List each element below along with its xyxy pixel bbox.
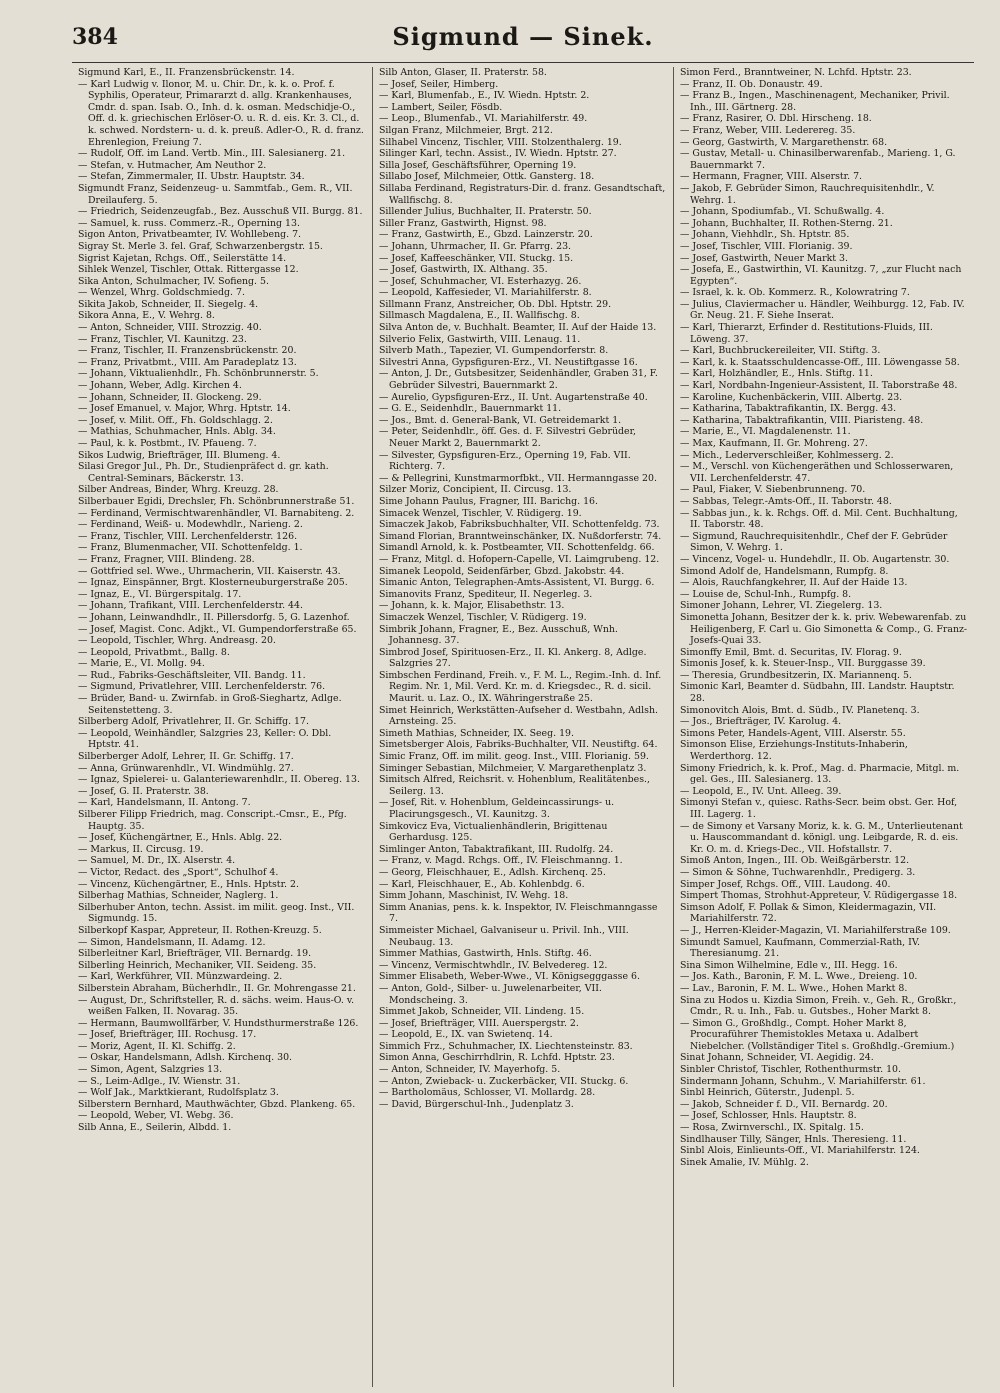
directory-entry: Simet Heinrich, Werkstätten-Aufseher d. Westbahn, Adlsh. Arnsteing. 25. bbox=[379, 704, 658, 728]
directory-entry: Simitsch Alfred, Reichsrit. v. Hohenblum, Realitätenbes., Seilerg. 13. bbox=[379, 774, 650, 797]
directory-entry: — Franz, Fragner, VIII. Blindeng. 28. bbox=[78, 553, 255, 565]
directory-entry: Sindlhauser Tilly, Sänger, Hnls. Theresieng. 11. bbox=[680, 1133, 907, 1145]
directory-entry: — Sigmund, Rauchrequisitenhdlr., Chef der F. Gebrüder Simon, V. Wehrg. 1. bbox=[680, 530, 948, 554]
directory-entry: — Anton, J. Dr., Gutsbesitzer, Seidenhändler, Graben 31, F. Gebrüder Silvestri, Bauernmarkt 2. bbox=[379, 368, 658, 392]
directory-entry: — Marie, E., VI. Mollg. 94. bbox=[78, 658, 205, 670]
directory-entry: Simonis Josef, k. k. Steuer-Insp., VII. Burggasse 39. bbox=[680, 658, 926, 670]
directory-entry: — & Pellegrini, Kunstmarmorfbkt., VII. Hermanngasse 20. bbox=[379, 472, 657, 484]
directory-entry: — Johann, Viktualienhdlr., Fh. Schönbrunnerstr. 5. bbox=[78, 368, 319, 380]
directory-entry: Silzer Moriz, Concipient, II. Circusg. 13. bbox=[379, 484, 572, 496]
directory-entry: Silberhuber Anton, techn. Assist. im milit. geog. Inst., VII. Sigmundg. 15. bbox=[78, 901, 355, 925]
directory-entry: Sigon Anton, Privatbeamter, IV. Wohllebeng. 7. bbox=[78, 229, 302, 241]
directory-entry: Silinger Karl, techn. Assist., IV. Wiedn. Hptstr. 27. bbox=[379, 148, 617, 160]
directory-entry: — Stefan, Zimmermaler, II. Ubstr. Hauptstr. 34. bbox=[78, 171, 305, 183]
directory-entry: Sigmund Karl, E., II. Franzensbrückenstr. 14. bbox=[78, 67, 295, 78]
directory-entry: Simeth Mathias, Schneider, IX. Seeg. 19. bbox=[379, 727, 574, 739]
directory-entry: Sigmundt Franz, Seidenzeug- u. Sammtfab., Gem. R., VII. Dreilauferg. 5. bbox=[78, 182, 353, 206]
directory-entry: Sigray St. Merle 3. fel. Graf, Schwarzenbergstr. 15. bbox=[78, 240, 323, 252]
directory-entry: Simonyi Stefan v., quiesc. Raths-Secr. beim obst. Ger. Hof, III. Lagerg. 1. bbox=[680, 797, 958, 820]
directory-entry: — Josef, Rit. v. Hohenblum, Geldeincassirungs- u. Placirungsgesch., VI. Kaunitzg. 3. bbox=[379, 797, 615, 820]
directory-entry: — Josef, Küchengärtner, E., Hnls. Ablg. 22. bbox=[78, 832, 283, 844]
directory-entry: — Josef, Gastwirth, Neuer Markt 3. bbox=[680, 252, 848, 264]
directory-entry: — Karl, Nordbahn-Ingenieur-Assistent, II. Taborstraße 48. bbox=[680, 380, 958, 392]
directory-entry: — Katharina, Tabaktrafikantin, IX. Bergg. 43. bbox=[680, 403, 897, 415]
directory-entry: Sillmasch Magdalena, E., II. Wallfischg. 8. bbox=[379, 310, 580, 322]
directory-entry: Simmer Elisabeth, Weber-Wwe., VI. Königsegggasse 6. bbox=[379, 971, 640, 983]
directory-entry: — Markus, II. Circusg. 19. bbox=[78, 843, 204, 855]
directory-entry: — Peter, Seidenhdlr., öff. Ges. d. F. Silvestri Gebrüder, Neuer Markt 2, Bauernmarkt 2. bbox=[379, 426, 637, 449]
directory-entry: Sigrist Kajetan, Rchgs. Off., Seilerstätte 14. bbox=[78, 252, 287, 264]
directory-entry: Silasi Gregor Jul., Ph. Dr., Studienpräfect d. gr. kath. Central-Seminars, Bäckerstr. 13. bbox=[78, 461, 329, 484]
directory-entry: Sikos Ludwig, Briefträger, III. Blumeng. 4. bbox=[78, 449, 281, 461]
directory-entry: — Josef, Briefträger, III. Rochusg. 17. bbox=[78, 1029, 257, 1041]
directory-entry: — Johann, Trafikant, VIII. Lerchenfelderstr. 44. bbox=[78, 600, 303, 612]
directory-entry: — Jos. Kath., Baronin, F. M. L. Wwe., Dreieng. 10. bbox=[680, 971, 918, 983]
directory-entry: Simond Adolf de, Handelsmann, Rumpfg. 8. bbox=[680, 565, 889, 577]
directory-entry: — Karl, Fleischhauer, E., Ab. Kohlenbdg. 6. bbox=[379, 878, 585, 890]
directory-entry: — Max, Kaufmann, II. Gr. Mohreng. 27. bbox=[680, 438, 868, 449]
directory-entry: Silverio Felix, Gastwirth, VIII. Lenaug. 11. bbox=[379, 333, 581, 345]
directory-entry: — Julius, Claviermacher u. Händler, Weihburgg. 12, Fab. IV. Gr. Neug. 21. F. Siehe Inserat. bbox=[680, 298, 965, 322]
directory-entry: Simon Ferd., Branntweiner, N. Lchfd. Hptstr. 23. bbox=[680, 67, 912, 78]
directory-entry: — Silvester, Gypsfiguren-Erz., Operning 19, Fab. VII. Richterg. 7. bbox=[379, 449, 631, 473]
directory-entry: Silla Josef, Geschäftsführer, Operning 19. bbox=[379, 159, 577, 171]
directory-entry: — Wenzel, Whrg. Goldschmiedg. 7. bbox=[78, 287, 245, 299]
directory-entry: — Vincenz, Vogel- u. Hundehdlr., II. Ob. Augartenstr. 30. bbox=[680, 553, 950, 565]
directory-entry: Simanek Leopold, Seidenfärber, Gbzd. Jakobstr. 44. bbox=[379, 565, 625, 577]
directory-entry: Sina Simon Wilhelmine, Edle v., III. Hegg. 16. bbox=[680, 959, 898, 971]
directory-entry: — David, Bürgerschul-Inh., Judenplatz 3. bbox=[379, 1098, 574, 1110]
directory-entry: — Paul, Fiaker, V. Siebenbrunneng. 70. bbox=[680, 484, 866, 496]
directory-entry: — S., Leim-Adlge., IV. Wienstr. 31. bbox=[78, 1075, 241, 1087]
directory-entry: Silberhag Mathias, Schneider, Naglerg. 1. bbox=[78, 890, 279, 902]
directory-entry: — Josef Emanuel, v. Major, Whrg. Hptstr. 14. bbox=[78, 403, 291, 415]
directory-entry: Sillaba Ferdinand, Registraturs-Dir. d. franz. Gesandtschaft, Wallfischg. 8. bbox=[379, 182, 666, 206]
directory-entry: — Anton, Zwieback- u. Zuckerbäcker, VII. Stuckg. 6. bbox=[379, 1075, 629, 1087]
directory-entry: — Leopold, Kaffesieder, VI. Mariahilferstr. 8. bbox=[379, 287, 592, 299]
directory-entry: — Johann, Spodiumfab., VI. Schußwallg. 4. bbox=[680, 206, 885, 218]
directory-entry: — Franz, Gastwirth, E., Gbzd. Lainzerstr. 20. bbox=[379, 229, 593, 241]
directory-entry: — Friedrich, Seidenzeugfab., Bez. Ausschuß VII. Burgg. 81. bbox=[78, 206, 363, 218]
directory-entry: — Hermann, Baumwollfärber, V. Hundsthurmerstraße 126. bbox=[78, 1017, 359, 1029]
directory-entry: Sime Johann Paulus, Fragner, III. Barichg. 16. bbox=[379, 495, 599, 507]
directory-entry: — Ferdinand, Weiß- u. Modewhdlr., Narieng. 2. bbox=[78, 519, 303, 531]
directory-entry: Simmer Mathias, Gastwirth, Hnls. Stiftg. 46. bbox=[379, 948, 592, 960]
directory-entry: Silb Anna, E., Seilerin, Albdd. 1. bbox=[78, 1122, 232, 1134]
directory-entry: — Sigmund, Privatlehrer, VIII. Lerchenfelderstr. 76. bbox=[78, 681, 326, 693]
directory-entry: — Karoline, Kuchenbäckerin, VIII. Albertg. 23. bbox=[680, 391, 903, 403]
directory-entry: — Franz B., Ingen., Maschinenagent, Mechaniker, Privil. Inh., III. Gärtnerg. 28. bbox=[680, 90, 950, 113]
directory-entry: Sika Anton, Schulmacher, IV. Sofieng. 5. bbox=[78, 275, 269, 287]
directory-entry: Sinbl Heinrich, Güterstr., Judenpl. 5. bbox=[680, 1087, 855, 1099]
directory-entry: — Ferdinand, Vermischtwarenhändler, VI. Barnabiteng. 2. bbox=[78, 507, 355, 519]
directory-entry: — August, Dr., Schriftsteller, R. d. sächs. weim. Haus-O. v. weißen Falken, II. Novarag. 35. bbox=[78, 994, 355, 1018]
directory-entry: Silva Anton de, v. Buchhalt. Beamter, II. Auf der Haide 13. bbox=[379, 322, 657, 334]
directory-entry: Simundt Samuel, Kaufmann, Commerzial-Rath, IV. Theresianumg. 21. bbox=[680, 936, 920, 960]
directory-entry: Simon Anna, Geschirrhdlrin, R. Lchfd. Hptstr. 23. bbox=[379, 1052, 615, 1064]
directory-entry: — Franz, Tischler, VI. Kaunitzg. 23. bbox=[78, 333, 247, 345]
directory-entry: — Josef, Schlosser, Hnls. Hauptstr. 8. bbox=[680, 1110, 857, 1122]
directory-entry: — Marie, E., VI. Magdalenenstr. 11. bbox=[680, 426, 851, 438]
directory-entry: Sihlek Wenzel, Tischler, Ottak. Rittergasse 12. bbox=[78, 264, 299, 276]
directory-entry: — Aurelio, Gypsfiguren-Erz., II. Unt. Augartenstraße 40. bbox=[379, 391, 648, 403]
page-number: 384 bbox=[72, 24, 118, 50]
directory-entry: Simanic Anton, Telegraphen-Amts-Assistent, VI. Burgg. 6. bbox=[379, 577, 655, 589]
directory-entry: — Ignaz, Einspänner, Brgt. Klosterneuburgerstraße 205. bbox=[78, 577, 348, 589]
directory-entry: — Josef, Briefträger, VIII. Auerspergstr. 2. bbox=[379, 1017, 579, 1029]
directory-entry: Sina zu Hodos u. Kizdia Simon, Freih. v., Geh. R., Großkr., Cmdr., R. u. Inh., Fab. u. Gutsbes., Hoher Markt 8. bbox=[680, 994, 957, 1018]
directory-entry: — Johann, Viehhdlr., Sh. Hptstr. 85. bbox=[680, 229, 850, 241]
directory-entry: — Leopold, Privatbmt., Ballg. 8. bbox=[78, 646, 230, 658]
directory-entry: Simper Josef, Rchgs. Off., VIII. Laudong. 40. bbox=[680, 878, 891, 890]
directory-entry: — Josef, Kaffeeschänker, VII. Stuckg. 15. bbox=[379, 252, 574, 264]
directory-entry: — Johann, Weber, Adlg. Kirchen 4. bbox=[78, 380, 242, 392]
columns bbox=[72, 67, 974, 1387]
directory-entry: — Simon G., Großhdlg., Compt. Hoher Markt 8, Procuraführer Themistokles Metaxa u. Adalbert Niebelcher. (Vollständiger Titel s. Großhdlg.-Gremium.) bbox=[680, 1017, 955, 1052]
directory-entry: — Moriz, Agent, II. Kl. Schiffg. 2. bbox=[78, 1040, 236, 1052]
directory-entry: — J., Herren-Kleider-Magazin, VI. Mariahilferstraße 109. bbox=[680, 924, 951, 936]
directory-entry: — Rosa, Zwirnverschl., IX. Spitalg. 15. bbox=[680, 1122, 864, 1134]
directory-entry: — Leopold, Weber, VI. Webg. 36. bbox=[78, 1110, 234, 1122]
directory-entry: — Karl, Buchbruckereileiter, VII. Stiftg. 3. bbox=[680, 345, 881, 357]
directory-entry: Simm Johann, Maschinist, IV. Wehg. 18. bbox=[379, 890, 569, 902]
directory-entry: — Leopold, E., IX. van Swietenq. 14. bbox=[379, 1029, 553, 1041]
directory-entry: — Josef, Gastwirth, IX. Althang. 35. bbox=[379, 264, 548, 276]
directory-entry: Simm Ananias, pens. k. k. Inspektor, IV. Fleischmanngasse 7. bbox=[379, 901, 658, 925]
directory-entry: — M., Verschl. von Küchengeräthen und Schlosserwaren, VII. Lerchenfelderstr. 47. bbox=[680, 461, 954, 484]
directory-entry: Silberberg Adolf, Privatlehrer, II. Gr. Schiffg. 17. bbox=[78, 716, 309, 728]
column-1 bbox=[72, 67, 373, 1387]
directory-entry: Silverb Math., Tapezier, VI. Gumpendorferstr. 8. bbox=[379, 345, 609, 357]
directory-entry: Simlinger Anton, Tabaktrafikant, III. Rudolfg. 24. bbox=[379, 843, 614, 855]
directory-entry: Simony Friedrich, k. k. Prof., Mag. d. Pharmacie, Mitgl. m. gel. Ges., III. Salesianerg. 13. bbox=[680, 762, 960, 786]
directory-entry: — Franz, II. Ob. Donaustr. 49. bbox=[680, 78, 823, 90]
directory-entry: Sinek Amalie, IV. Mühlg. 2. bbox=[680, 1156, 809, 1168]
directory-entry: — Jos., Bmt. d. General-Bank, VI. Getreidemarkt 1. bbox=[379, 414, 622, 426]
directory-entry: — Karl, Handelsmann, II. Antong. 7. bbox=[78, 797, 251, 809]
page-header bbox=[72, 22, 974, 63]
directory-entry: Sindermann Johann, Schuhm., V. Mariahilferstr. 61. bbox=[680, 1075, 926, 1087]
directory-entry: Siller Franz, Gastwirth, Hignst. 98. bbox=[379, 217, 547, 229]
directory-entry: — Sabbas jun., k. k. Rchgs. Off. d. Mil. Cent. Buchhaltung, II. Taborstr. 48. bbox=[680, 507, 958, 531]
directory-entry: — Louise de, Schul-Inh., Rumpfg. 8. bbox=[680, 588, 852, 600]
directory-entry: Sinbl Alois, Einlieunts-Off., VI. Mariahilferstr. 124. bbox=[680, 1145, 920, 1157]
directory-entry: — Josef, Tischler, VIII. Florianig. 39. bbox=[680, 240, 853, 252]
directory-entry: — Franz, v. Magd. Rchgs. Off., IV. Fleischmanng. 1. bbox=[379, 855, 623, 867]
directory-entry: Sillmann Franz, Anstreicher, Ob. Dbl. Hptstr. 29. bbox=[379, 298, 612, 310]
directory-entry: Simonic Karl, Beamter d. Südbahn, III. Landstr. Hauptstr. 28. bbox=[680, 681, 955, 705]
directory-entry: Simonson Elise, Erziehungs-Instituts-Inhaberin, Werderthorg. 12. bbox=[680, 739, 908, 763]
directory-entry: — Gustav, Metall- u. Chinasilberwarenfab., Marieng. 1, G. Bauernmarkt 7. bbox=[680, 148, 956, 171]
directory-entry: Simanovits Franz, Spediteur, II. Negerleg. 3. bbox=[379, 588, 593, 600]
directory-entry: Silhabel Vincenz, Tischler, VIII. Stolzenthalerg. 19. bbox=[379, 136, 622, 148]
directory-entry: — Karl, Holzhändler, E., Hnls. Stiftg. 11. bbox=[680, 368, 873, 380]
directory-entry: — Anton, Schneider, IV. Mayerhofg. 5. bbox=[379, 1064, 561, 1076]
directory-entry: — Anton, Schneider, VIII. Strozzig. 40. bbox=[78, 322, 262, 334]
directory-entry: Simmeister Michael, Galvaniseur u. Privil. Inh., VIII. Neubaug. 13. bbox=[379, 924, 629, 948]
directory-entry: — Vincenz, Vermischtwhdlr., IV. Belvedereg. 12. bbox=[379, 959, 608, 971]
directory-entry: — Gottfried sel. Wwe., Uhrmacherin, VII. Kaiserstr. 43. bbox=[78, 565, 341, 577]
directory-entry: Simetsberger Alois, Fabriks-Buchhalter, VII. Neustiftg. 64. bbox=[379, 739, 658, 751]
directory-entry: Sinat Johann, Schneider, VI. Aegidig. 24. bbox=[680, 1052, 874, 1064]
directory-entry: — Sabbas, Telegr.-Amts-Off., II. Taborstr. 48. bbox=[680, 495, 892, 507]
page-title: Sigmund — Sinek. bbox=[392, 22, 654, 51]
directory-entry: Simand Florian, Branntweinschänker, IX. Nußdorferstr. 74. bbox=[379, 530, 662, 542]
directory-entry: — Franz, Rasirer, O. Dbl. Hirscheng. 18. bbox=[680, 113, 872, 125]
directory-entry: — Josef, Magist. Conc. Adjkt., VI. Gumpendorferstraße 65. bbox=[78, 623, 357, 635]
directory-entry: — Jakob, F. Gebrüder Simon, Rauchrequisitenhdlr., V. Wehrg. 1. bbox=[680, 182, 935, 206]
directory-entry: Sillabo Josef, Milchmeier, Ottk. Gansterg. 18. bbox=[379, 171, 595, 183]
directory-entry: Simonovitch Alois, Bmt. d. Südb., IV. Planetenq. 3. bbox=[680, 704, 920, 716]
directory-entry: — Simon & Söhne, Tuchwarenhdlr., Predigerg. 3. bbox=[680, 866, 916, 878]
directory-entry: — Johann, k. k. Major, Elisabethstr. 13. bbox=[379, 600, 565, 612]
directory-entry: — Bartholomäus, Schlosser, VI. Mollardg. 28. bbox=[379, 1087, 596, 1099]
directory-entry: Simson Adolf, F. Pollak & Simon, Kleidermagazin, VII. Mariahilferstr. 72. bbox=[680, 901, 937, 925]
directory-entry: — Leopold, E., IV. Unt. Alleeg. 39. bbox=[680, 785, 842, 797]
directory-entry: Sillender Julius, Buchhalter, II. Praterstr. 50. bbox=[379, 206, 592, 218]
directory-entry: — Brüder, Band- u. Zwirnfab. in Groß-Sieghartz, Adlge. Seitenstetteng. 3. bbox=[78, 693, 342, 716]
directory-entry: Simonetta Johann, Besitzer der k. k. priv. Webewarenfab. zu Heiligenberg, F. Carl u. Gio Simonetta & Comp., G. Franz-Josefs-Quai 33. bbox=[680, 611, 968, 647]
directory-entry: — Rudolf, Off. im Land. Vertb. Min., III. Salesianerg. 21. bbox=[78, 148, 346, 160]
directory-entry: — Wolf Jak., Marktkierant, Rudolfsplatz 3. bbox=[78, 1087, 279, 1099]
directory-entry: — Israel, k. k. Ob. Kommerz. R., Kolowratring 7. bbox=[680, 287, 910, 299]
directory-entry: Silberstern Bernhard, Mauthwächter, Gbzd. Plankeng. 65. bbox=[78, 1098, 356, 1110]
directory-entry: — Katharina, Tabaktrafikantin, VIII. Piaristeng. 48. bbox=[680, 414, 924, 426]
directory-entry: — Mathias, Schuhmacher, Hnls. Ablg. 34. bbox=[78, 426, 276, 438]
directory-entry: Silb Anton, Glaser, II. Praterstr. 58. bbox=[379, 67, 547, 78]
directory-entry: — Franz, Privatbmt., VIII. Am Paradeplatz 13. bbox=[78, 356, 297, 368]
directory-entry: — Lambert, Seiler, Fösdb. bbox=[379, 101, 503, 113]
directory-entry: — Jos., Briefträger, IV. Karolug. 4. bbox=[680, 716, 842, 728]
directory-entry: — Georg, Gastwirth, V. Margarethenstr. 68. bbox=[680, 136, 888, 148]
directory-entry: — Anton, Gold-, Silber- u. Juwelenarbeiter, VII. Mondscheing. 3. bbox=[379, 982, 602, 1006]
directory-entry: — Mich., Lederverschleißer, Kohlmesserg. 2. bbox=[680, 449, 894, 461]
directory-entry: Simaczek Wenzel, Tischler, V. Rüdigerg. 19. bbox=[379, 611, 587, 623]
directory-entry: — Johann, Buchhalter, II. Rothen-Sterng. 21. bbox=[680, 217, 893, 229]
directory-entry: Simandl Arnold, k. k. Postbeamter, VII. Schottenfeldg. 66. bbox=[379, 542, 655, 554]
directory-entry: Simkovicz Eva, Victualienhändlerin, Brigittenau Gerhardusg. 125. bbox=[379, 820, 608, 844]
directory-entry: Simons Peter, Handels-Agent, VIII. Alserstr. 55. bbox=[680, 727, 906, 739]
directory-entry: — Johann, Schneider, II. Glockeng. 29. bbox=[78, 391, 262, 403]
directory-entry: — Ignaz, Spielerei- u. Galanteriewarenhdlr., II. Obereg. 13. bbox=[78, 774, 360, 786]
directory-entry: Silberkopf Kaspar, Appreteur, II. Rothen-Kreuzg. 5. bbox=[78, 924, 322, 936]
directory-entry: — de Simony et Varsany Moriz, k. k. G. M., Unterlieutenant u. Hauscommandant d. königl. ung. Leibgarde, R. d. eis. Kr. O. m. d. Kriegs-Dec., VII. Hofstallstr. 7. bbox=[680, 820, 963, 855]
directory-entry: — Leop., Blumenfab., VI. Mariahilferstr. 49. bbox=[379, 113, 588, 125]
directory-entry: Simbrik Johann, Fragner, E., Bez. Ausschuß, Wnh. Johannesg. 37. bbox=[379, 623, 618, 647]
directory-entry: — Franz, Tischler, II. Franzensbrückenstr. 20. bbox=[78, 345, 297, 357]
column-3 bbox=[674, 67, 974, 1387]
directory-entry: — Samuel, M. Dr., IX. Alserstr. 4. bbox=[78, 855, 236, 867]
directory-entry: Simoner Johann, Lehrer, VI. Ziegelerg. 13. bbox=[680, 600, 883, 612]
directory-entry: — Stefan, v. Hutmacher, Am Neuthor 2. bbox=[78, 159, 267, 171]
directory-entry: — Simon, Agent, Salzgries 13. bbox=[78, 1064, 223, 1076]
directory-entry: — Lav., Baronin, F. M. L. Wwe., Hohen Markt 8. bbox=[680, 982, 908, 994]
directory-entry: Silberberger Adolf, Lehrer, II. Gr. Schiffg. 17. bbox=[78, 751, 294, 763]
directory-entry: — Anna, Grünwarenhdlr., VI. Windmühlg. 27. bbox=[78, 762, 294, 774]
directory-entry: Siminger Sebastian, Milchmeier, V. Margarethenplatz 3. bbox=[379, 762, 647, 774]
directory-entry: — Karl, Blumenfab., E., IV. Wiedn. Hptstr. 2. bbox=[379, 90, 590, 102]
directory-entry: — Karl Ludwig v. Ilonor, M. u. Chir. Dr., k. k. o. Prof. f. Syphilis, Operateur, Primararzt d. allg. Krankenhauses, Cmdr. d. span. Isab. O., Inh. d. k. osman. Medschidje-O., Off. d. k. griechischen Erlöser-O. u. R. d. eis. Kr. 3. Cl., d. k. schwed. Nordstern- u. d. k. preuß. Adler-O., R. d. franz. Ehrenlegion, Freiung 7. bbox=[78, 78, 364, 148]
column-2 bbox=[373, 67, 674, 1387]
directory-entry: Simonffy Emil, Bmt. d. Securitas, IV. Florag. 9. bbox=[680, 646, 902, 658]
directory-entry: — Vincenz, Küchengärtner, E., Hnls. Hptstr. 2. bbox=[78, 878, 299, 890]
directory-entry: — Alois, Rauchfangkehrer, II. Auf der Haide 13. bbox=[680, 577, 908, 589]
directory-entry: — Franz, Tischler, VIII. Lerchenfelderstr. 126. bbox=[78, 530, 298, 542]
directory-entry: Simpert Thomas, Strohhut-Appreteur, V. Rüdigergasse 18. bbox=[680, 890, 958, 902]
directory-entry: Silberling Heinrich, Mechaniker, VII. Seideng. 35. bbox=[78, 959, 317, 971]
directory-entry: — Franz, Weber, VIII. Lederereg. 35. bbox=[680, 124, 856, 136]
directory-entry: — Georg, Fleischhauer, E., Adlsh. Kirchenq. 25. bbox=[379, 866, 606, 878]
directory-entry: — Franz, Blumenmacher, VII. Schottenfeldg. 1. bbox=[78, 542, 303, 554]
directory-entry: Sikora Anna, E., V. Wehrg. 8. bbox=[78, 310, 215, 322]
directory-entry: — Leopold, Tischler, Whrg. Andreasg. 20. bbox=[78, 635, 276, 647]
directory-entry: Simoß Anton, Ingen., III. Ob. Weißgärberstr. 12. bbox=[680, 855, 910, 867]
directory-entry: — Ignaz, E., VI. Bürgerspitalg. 17. bbox=[78, 588, 242, 600]
directory-entry: — Victor, Redact. des „Sport“, Schulhof 4. bbox=[78, 866, 279, 878]
directory-entry: — Josefa, E., Gastwirthin, VI. Kaunitzg. 7, „zur Flucht nach Egypten“. bbox=[680, 264, 962, 287]
directory-entry: — Franz, Mitgl. d. Hofopern-Capelle, VI. Laimgrubeng. 12. bbox=[379, 553, 660, 565]
directory-entry: — Johann, Uhrmacher, II. Gr. Pfarrg. 23. bbox=[379, 240, 572, 252]
directory-entry: Simacek Wenzel, Tischler, V. Rüdigerg. 19. bbox=[379, 507, 582, 519]
directory-entry: Silberstein Abraham, Bücherhdlr., II. Gr. Mohrengasse 21. bbox=[78, 982, 356, 994]
directory-entry: Silberbauer Egidi, Drechsler, Fh. Schönbrunnerstraße 51. bbox=[78, 495, 355, 507]
directory-entry: — Simon, Handelsmann, II. Adamg. 12. bbox=[78, 936, 266, 948]
directory-entry: — Paul, k. k. Postbmt., IV. Pfaueng. 7. bbox=[78, 438, 257, 449]
directory-entry: — Josef, G. II. Praterstr. 38. bbox=[78, 785, 209, 797]
directory-entry: Simbrod Josef, Spirituosen-Erz., II. Kl. Ankerg. 8, Adlge. Salzgries 27. bbox=[379, 646, 647, 670]
directory-entry: — Theresia, Grundbesitzerin, IX. Mariannenq. 5. bbox=[680, 669, 912, 681]
directory-entry: Silberleitner Karl, Briefträger, VII. Bernardg. 19. bbox=[78, 948, 312, 960]
directory-entry: Simmich Frz., Schuhmacher, IX. Liechtensteinstr. 83. bbox=[379, 1040, 633, 1052]
directory-entry: — Karl, Thierarzt, Erfinder d. Restitutions-Fluids, III. Löweng. 37. bbox=[680, 322, 933, 345]
directory-entry: — Josef, v. Milit. Off., Fh. Goldschlagg. 2. bbox=[78, 414, 273, 426]
directory-entry: — Josef, Seiler, Himberg. bbox=[379, 78, 499, 90]
directory-entry: Sinbler Christof, Tischler, Rothenthurmstr. 10. bbox=[680, 1064, 901, 1076]
directory-entry: Silberer Filipp Friedrich, mag. Conscript.-Cmsr., E., Pfg. Hauptg. 35. bbox=[78, 809, 347, 832]
directory-entry: — Jakob, Schneider f. D., VII. Bernardg. 20. bbox=[680, 1098, 888, 1110]
directory-entry: Silber Andreas, Binder, Whrg. Kreuzg. 28. bbox=[78, 484, 279, 496]
directory-entry: — Josef, Schuhmacher, VI. Esterhazyg. 26. bbox=[379, 275, 582, 287]
directory-entry: — Karl, Werkführer, VII. Münzwardeing. 2. bbox=[78, 971, 283, 983]
directory-entry: Silgan Franz, Milchmeier, Brgt. 212. bbox=[379, 124, 553, 136]
directory-entry: — Hermann, Fragner, VIII. Alserstr. 7. bbox=[680, 171, 863, 183]
directory-entry: Simmet Jakob, Schneider, VII. Lindeng. 15. bbox=[379, 1006, 585, 1018]
directory-entry: Simaczek Jakob, Fabriksbuchhalter, VII. Schottenfeldg. 73. bbox=[379, 519, 660, 531]
directory-entry: — G. E., Seidenhdlr., Bauernmarkt 11. bbox=[379, 403, 562, 415]
directory-entry: — Samuel, k. russ. Commerz.-R., Operning 13. bbox=[78, 217, 300, 229]
directory-entry: — Rud., Fabriks-Geschäftsleiter, VII. Bandg. 11. bbox=[78, 669, 306, 681]
directory-entry: — Leopold, Weinhändler, Salzgries 23, Keller: O. Dbl. Hptstr. 41. bbox=[78, 727, 332, 751]
directory-entry: — Johann, Leinwandhdlr., II. Pillersdorfg. 5, G. Lazenhof. bbox=[78, 611, 350, 623]
directory-entry: Sikita Jakob, Schneider, II. Siegelg. 4. bbox=[78, 298, 259, 310]
directory-entry: Simbschen Ferdinand, Freih. v., F. M. L., Regim.-Inh. d. Inf. Regim. Nr. 1, Mil. Verd. Kr. m. d. Kriegsdec., R. d. sicil. Maurit. u. Laz. O., IX. Währingerstraße 25. bbox=[379, 669, 662, 705]
directory-entry: Simic Franz, Off. im milit. geog. Inst., VIII. Florianig. 59. bbox=[379, 751, 649, 763]
directory-entry: — Karl, k. k. Staatsschuldencasse-Off., III. Löwengasse 58. bbox=[680, 356, 960, 368]
directory-entry: — Oskar, Handelsmann, Adlsh. Kirchenq. 30. bbox=[78, 1052, 293, 1064]
directory-entry: Silvestri Anna, Gypsfiguren-Erz., VI. Neustiftgasse 16. bbox=[379, 356, 638, 368]
